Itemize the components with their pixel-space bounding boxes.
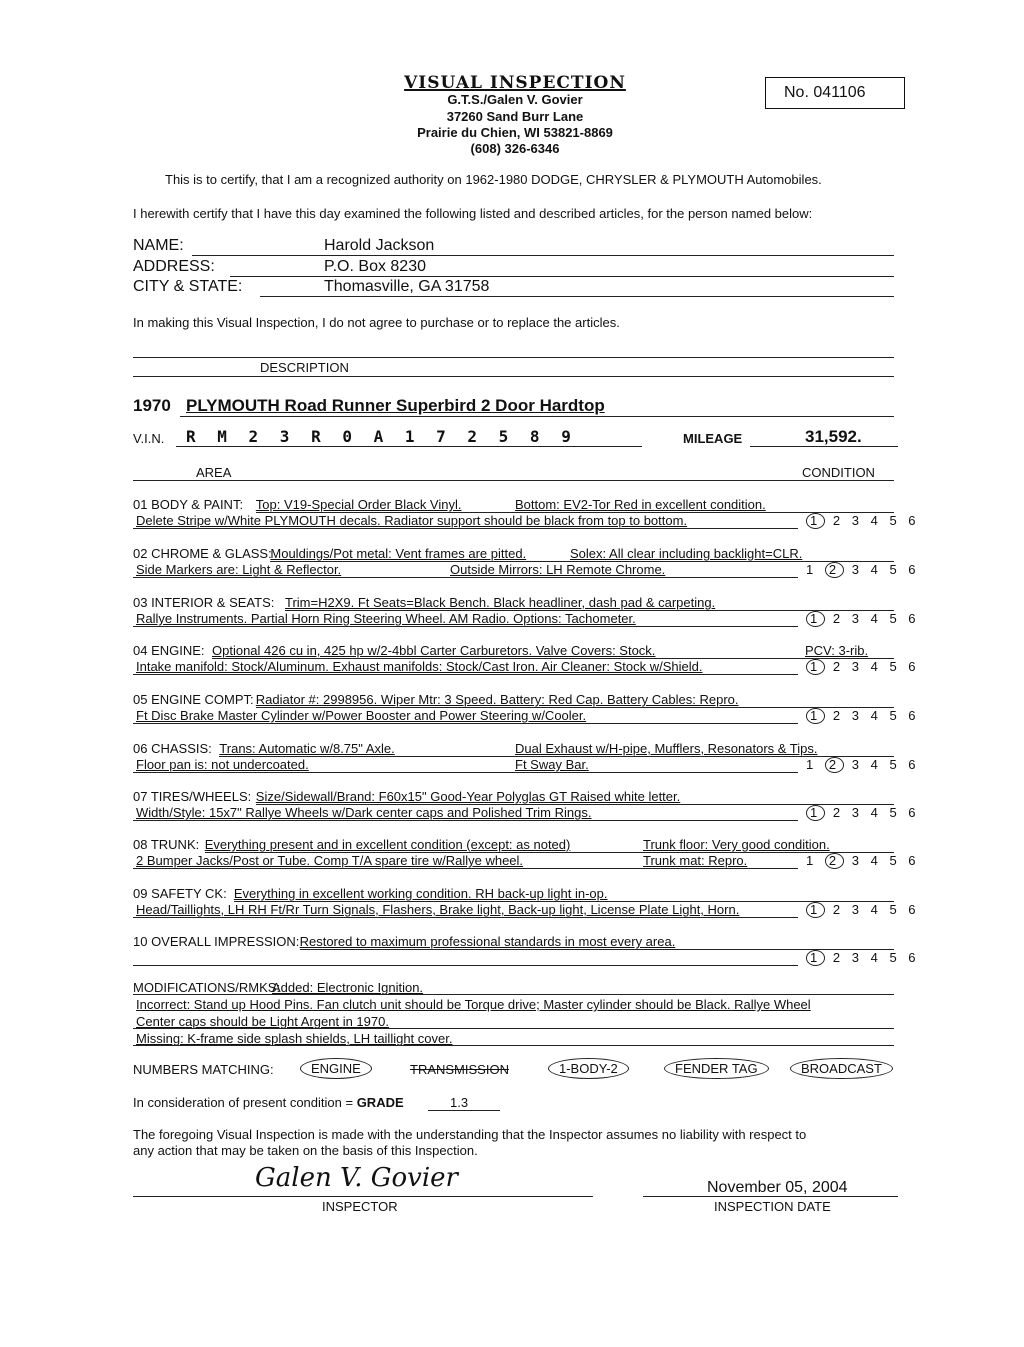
vin-label: V.I.N.: [133, 431, 165, 446]
fender-tag-match-oval: FENDER TAG: [664, 1058, 769, 1079]
section-line-1b: Trunk floor: Very good condition.: [643, 837, 830, 852]
section-label: 09 SAFETY CK:: [133, 886, 227, 901]
condition-scale-value: 4: [870, 513, 882, 528]
selected-condition-circle: 1: [806, 611, 825, 627]
vin-value: R M 2 3 R 0 A 1 7 2 5 8 9: [186, 427, 577, 446]
condition-scale-value: 2: [832, 805, 845, 820]
section-line-1b: PCV: 3-rib.: [805, 643, 869, 658]
condition-scale: [806, 659, 920, 675]
condition-scale: [806, 513, 920, 529]
condition-scale-value: 3: [851, 853, 863, 868]
section-label: 02 CHROME & GLASS:: [133, 546, 272, 561]
vehicle-year: 1970: [133, 396, 171, 415]
inspector-label: INSPECTOR: [322, 1199, 398, 1214]
liability-line-1: The foregoing Visual Inspection is made with the understanding that the Inspector assumes no liability with respect to: [133, 1127, 807, 1142]
owner-name: Harold Jackson: [324, 237, 435, 254]
selected-condition-circle: 1: [806, 513, 825, 529]
modifications-center-caps: Center caps should be Light Argent in 1970.: [136, 1014, 389, 1029]
condition-scale: [806, 950, 920, 966]
inspector-org: G.T.S./Galen V. Govier: [447, 92, 583, 107]
area-label: AREA: [196, 465, 232, 480]
section-line-1: Top: V19-Special Order Black Vinyl.: [255, 497, 462, 512]
section-line-2: Intake manifold: Stock/Aluminum. Exhaust manifolds: Stock/Cast Iron. Air Cleaner: Stock w/Shield.: [136, 659, 703, 674]
description-label: DESCRIPTION: [260, 360, 349, 375]
section-label: 06 CHASSIS:: [133, 741, 212, 756]
section-line-2b: Trunk mat: Repro.: [643, 853, 748, 868]
condition-scale-value: 6: [908, 950, 920, 965]
section-line-1: Optional 426 cu in, 425 hp w/2-4bbl Carter Carburetors. Valve Covers: Stock.: [212, 643, 656, 658]
condition-scale-value: 6: [908, 562, 920, 577]
modifications-incorrect: Incorrect: Stand up Hood Pins. Fan clutch unit should be Torque drive; Master cylinder should be Black. Rallye Wheel: [136, 997, 811, 1012]
section-line-2: 2 Bumper Jacks/Post or Tube. Comp T/A spare tire w/Rallye wheel.: [136, 853, 524, 868]
condition-scale-value: 2: [832, 708, 845, 723]
inspection-date: November 05, 2004: [707, 1179, 848, 1196]
condition-scale-value: 2: [832, 902, 845, 917]
modifications-label: MODIFICATIONS/RMKS:: [133, 980, 281, 995]
address-label: ADDRESS:: [133, 258, 215, 275]
condition-scale: [806, 611, 920, 627]
section-line-1: Size/Sidewall/Brand: F60x15" Good-Year Polyglas GT Raised white letter.: [255, 789, 681, 804]
selected-condition-circle: 1: [806, 805, 825, 821]
examined-statement: I herewith certify that I have this day examined the following listed and described articles, for the person named below:: [133, 206, 813, 221]
condition-scale-value: 3: [851, 902, 863, 917]
inspector-phone: (608) 326-6346: [470, 141, 560, 156]
condition-scale-value: 2: [832, 513, 845, 528]
condition-scale-value: 4: [870, 757, 882, 772]
liability-line-2: any action that may be taken on the basis of this Inspection.: [133, 1143, 478, 1158]
section-label: 08 TRUNK:: [133, 837, 200, 852]
section-line-1: Radiator #: 2998956. Wiper Mtr: 3 Speed. Battery: Red Cap. Battery Cables: Repro.: [255, 692, 739, 707]
owner-city-state: Thomasville, GA 31758: [324, 278, 490, 295]
broadcast-match-oval: BROADCAST: [790, 1058, 893, 1079]
section-line-1: Trim=H2X9. Ft Seats=Black Bench. Black headliner, dash pad & carpeting.: [285, 595, 716, 610]
mileage-label: MILEAGE: [683, 431, 743, 446]
section-label: 10 OVERALL IMPRESSION:: [133, 934, 300, 949]
condition-scale-value: 4: [870, 611, 882, 626]
section-line-2b: Ft Sway Bar.: [515, 757, 589, 772]
condition-scale-value: 3: [851, 611, 863, 626]
section-line-2: Rallye Instruments. Partial Horn Ring Steering Wheel. AM Radio. Options: Tachometer.: [136, 611, 636, 626]
condition-scale-value: 6: [908, 805, 920, 820]
condition-scale-value: 5: [889, 805, 901, 820]
condition-scale-value: 6: [908, 659, 920, 674]
condition-scale-value: 1: [806, 853, 818, 868]
condition-scale-value: 3: [851, 513, 863, 528]
condition-scale-value: 5: [889, 562, 901, 577]
mileage-value: 31,592.: [805, 427, 862, 446]
inspector-city: Prairie du Chien, WI 53821-8869: [417, 125, 613, 140]
condition-scale-value: 3: [851, 562, 863, 577]
inspection-date-label: INSPECTION DATE: [714, 1199, 831, 1214]
section-label: 05 ENGINE COMPT:: [133, 692, 254, 707]
condition-scale-value: 3: [851, 757, 863, 772]
certify-statement: This is to certify, that I am a recognized authority on 1962-1980 DODGE, CHRYSLER & PLYMOUTH Automobiles.: [165, 172, 822, 187]
modifications-added: Added: Electronic Ignition.: [272, 980, 424, 995]
condition-scale-value: 2: [832, 659, 845, 674]
selected-condition-circle: 2: [825, 562, 844, 578]
condition-scale-value: 4: [870, 902, 882, 917]
purchase-disclaimer: In making this Visual Inspection, I do not agree to purchase or to replace the articles.: [133, 315, 620, 330]
section-line-2b: Outside Mirrors: LH Remote Chrome.: [450, 562, 666, 577]
condition-scale-value: 5: [889, 853, 901, 868]
condition-scale-value: 6: [908, 853, 920, 868]
engine-match-oval: ENGINE: [300, 1058, 372, 1079]
condition-scale-value: 3: [851, 805, 863, 820]
condition-scale-value: 2: [832, 950, 845, 965]
section-line-2: Delete Stripe w/White PLYMOUTH decals. Radiator support should be black from top to bottom.: [136, 513, 688, 528]
owner-address: P.O. Box 8230: [324, 258, 426, 275]
section-line-2: Floor pan is: not undercoated.: [136, 757, 309, 772]
condition-scale-value: 1: [806, 562, 818, 577]
condition-scale-value: 5: [889, 659, 901, 674]
condition-scale-value: 6: [908, 513, 920, 528]
section-line-1b: Bottom: EV2-Tor Red in excellent condition.: [515, 497, 766, 512]
condition-scale-value: 5: [889, 757, 901, 772]
selected-condition-circle: 1: [806, 708, 825, 724]
vehicle-model: PLYMOUTH Road Runner Superbird 2 Door Hardtop: [186, 396, 605, 415]
condition-label: CONDITION: [802, 465, 875, 480]
section-label: 07 TIRES/WHEELS:: [133, 789, 252, 804]
condition-scale-value: 5: [889, 708, 901, 723]
condition-scale-value: 5: [889, 513, 901, 528]
condition-scale-value: 6: [908, 902, 920, 917]
inspector-signature: Galen V. Govier: [255, 1163, 458, 1193]
document-title: VISUAL INSPECTION: [404, 73, 626, 93]
condition-scale: [806, 853, 920, 869]
section-label: 03 INTERIOR & SEATS:: [133, 595, 275, 610]
section-line-1: Everything in excellent working condition. RH back-up light in-op.: [233, 886, 608, 901]
selected-condition-circle: 1: [806, 950, 825, 966]
section-line-1: Everything present and in excellent condition (except: as noted): [204, 837, 571, 852]
section-line-1b: Solex: All clear including backlight=CLR.: [570, 546, 803, 561]
transmission-match: TRANSMISSION: [410, 1062, 509, 1077]
condition-scale-value: 2: [832, 611, 845, 626]
condition-scale: [806, 902, 920, 918]
selected-condition-circle: 2: [825, 853, 844, 869]
condition-scale-value: 6: [908, 757, 920, 772]
condition-scale-value: 3: [851, 659, 863, 674]
city-state-label: CITY & STATE:: [133, 278, 243, 295]
condition-scale: [806, 757, 920, 773]
numbers-matching-label: NUMBERS MATCHING:: [133, 1062, 274, 1077]
selected-condition-circle: 2: [825, 757, 844, 773]
condition-scale-value: 3: [851, 950, 863, 965]
body-match-oval: 1-BODY-2: [548, 1058, 629, 1079]
section-line-1: Mouldings/Pot metal: Vent frames are pitted.: [270, 546, 527, 561]
section-line-2: Side Markers are: Light & Reflector.: [136, 562, 342, 577]
condition-scale-value: 1: [806, 757, 818, 772]
grade-value: 1.3: [450, 1095, 469, 1110]
certificate-number: No. 041106: [765, 77, 905, 109]
section-line-1: Restored to maximum professional standards in most every area.: [299, 934, 676, 949]
condition-scale-value: 4: [870, 853, 882, 868]
condition-scale-value: 4: [870, 708, 882, 723]
condition-scale-value: 5: [889, 611, 901, 626]
condition-scale-value: 6: [908, 611, 920, 626]
grade-word: GRADE: [356, 1095, 404, 1110]
selected-condition-circle: 1: [806, 659, 825, 675]
condition-scale-value: 4: [870, 950, 882, 965]
section-label: 04 ENGINE:: [133, 643, 205, 658]
condition-scale-value: 3: [851, 708, 863, 723]
condition-scale-value: 5: [889, 950, 901, 965]
condition-scale: [806, 805, 920, 821]
section-label: 01 BODY & PAINT:: [133, 497, 244, 512]
inspector-street: 37260 Sand Burr Lane: [446, 109, 584, 124]
section-line-2: Ft Disc Brake Master Cylinder w/Power Booster and Power Steering w/Cooler.: [136, 708, 587, 723]
grade-statement: In consideration of present condition =: [133, 1095, 357, 1110]
section-line-1: Trans: Automatic w/8.75" Axle.: [219, 741, 395, 756]
condition-scale-value: 4: [870, 562, 882, 577]
condition-scale-value: 4: [870, 805, 882, 820]
section-line-2: Head/Taillights, LH RH Ft/Rr Turn Signals, Flashers, Brake light, Back-up light, License Plate Light, Horn.: [136, 902, 740, 917]
condition-scale: [806, 562, 920, 578]
condition-scale-value: 5: [889, 902, 901, 917]
modifications-missing: Missing: K-frame side splash shields, LH taillight cover.: [136, 1031, 453, 1046]
section-line-2: Width/Style: 15x7" Rallye Wheels w/Dark center caps and Polished Trim Rings.: [136, 805, 592, 820]
name-label: NAME:: [133, 237, 184, 254]
condition-scale: [806, 708, 920, 724]
section-line-1b: Dual Exhaust w/H-pipe, Mufflers, Resonators & Tips.: [515, 741, 818, 756]
selected-condition-circle: 1: [806, 902, 825, 918]
condition-scale-value: 6: [908, 708, 920, 723]
condition-scale-value: 4: [870, 659, 882, 674]
